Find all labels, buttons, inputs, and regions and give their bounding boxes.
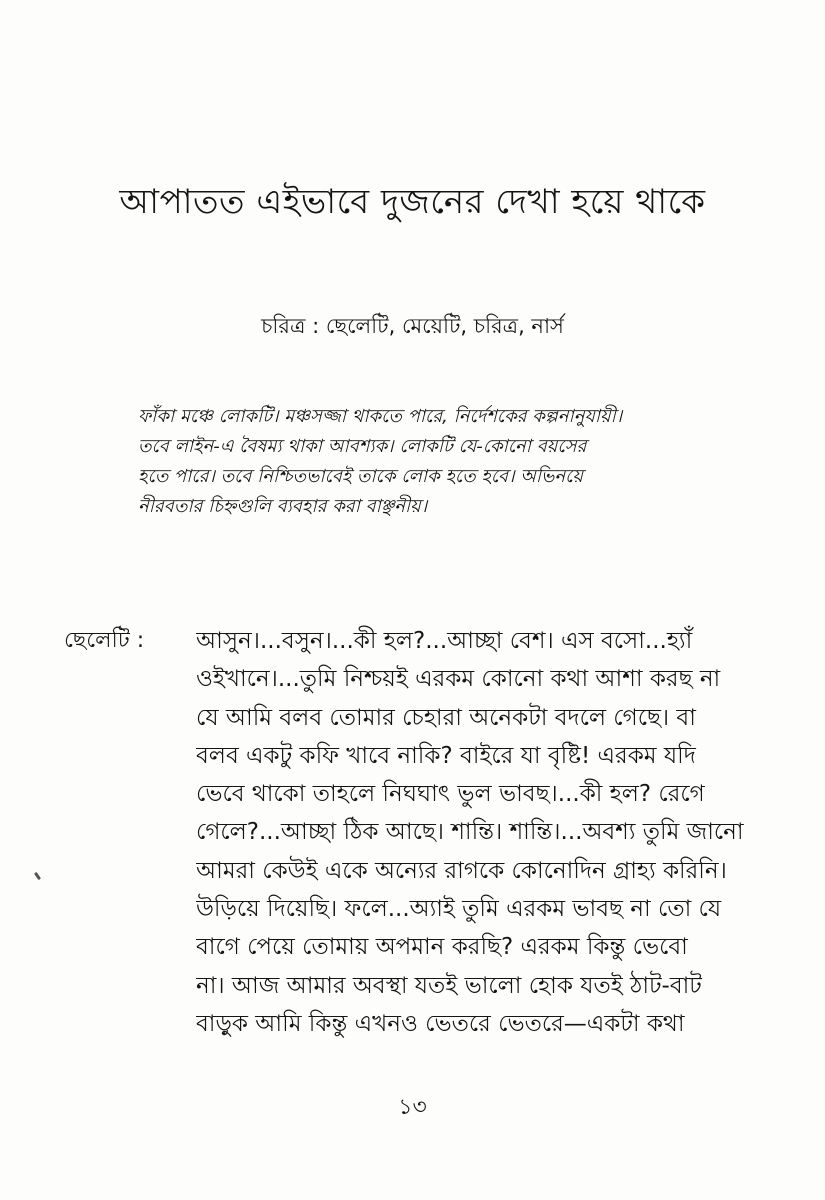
dialogue-line: আসুন।...বসুন।...কী হল?...আচ্ছা বেশ। এস বসো...হ্যাঁ xyxy=(196,628,693,654)
speaker-name: ছেলেটি : xyxy=(64,628,145,653)
dialogue-line: উড়িয়ে দিয়েছি। ফলে...অ্যাই তুমি এরকম ভাবছ না তো যে xyxy=(196,896,722,923)
dialogue-line: ভেবে থাকো তাহলে নিঘঘাৎ ভুল ভাবছ।...কী হল? রেগে xyxy=(196,781,705,808)
stage-direction-line: নীরবতার চিহ্নগুলি ব্যবহার করা বাঞ্ছনীয়। xyxy=(138,496,428,517)
characters-line: চরিত্র : ছেলেটি, মেয়েটি, চরিত্র, নার্স xyxy=(261,314,564,338)
dialogue-line: গেলে?...আচ্ছা ঠিক আছে। শান্তি। শান্তি।...অবশ্য তুমি জানো xyxy=(196,819,744,846)
dialogue-line: ওইখানে।...তুমি নিশ্চয়ই এরকম কোনো কথা আশা করছ না xyxy=(196,666,721,693)
dialogue-line: বাগে পেয়ে তোমায় অপমান করছি? এরকম কিন্তু ভেবো xyxy=(196,934,688,961)
stage-direction-line: তবে লাইন-এ বৈষম্য থাকা আবশ্যক। লোকটি যে-কোনো বয়সের xyxy=(138,436,587,457)
dialogue-line: বলব একটু কফি খাবে নাকি? বাইরে যা বৃষ্টি! এরকম যদি xyxy=(196,742,696,769)
dialogue-block xyxy=(196,622,771,1043)
page-number: ১৩ xyxy=(398,1095,427,1120)
stage-directions xyxy=(138,402,698,522)
stage-direction-line: হতে পারে। তবে নিশ্চিতভাবেই তাকে লোক হতে হবে। অভিনয়ে xyxy=(138,466,583,487)
dialogue-line: যে আমি বলব তোমার চেহারা অনেকটা বদলে গেছে। বা xyxy=(196,704,696,731)
scan-speck xyxy=(34,872,41,880)
stage-direction-line: ফাঁকা মঞ্চে লোকটি। মঞ্চসজ্জা থাকতে পারে, নির্দেশকের কল্পনানুযায়ী। xyxy=(138,406,623,427)
dialogue-line: আমরা কেউই একে অন্যের রাগকে কোনোদিন গ্রাহ্য করিনি। xyxy=(196,857,727,884)
play-title: আপাতত এইভাবে দুজনের দেখা হয়ে থাকে xyxy=(119,182,706,222)
dialogue-line: না। আজ আমার অবস্থা যতই ভালো হোক যতই ঠাট-বাট xyxy=(196,972,702,999)
dialogue-line: বাড়ুক আমি কিন্তু এখনও ভেতরে ভেতরে—একটা কথা xyxy=(196,1010,685,1037)
